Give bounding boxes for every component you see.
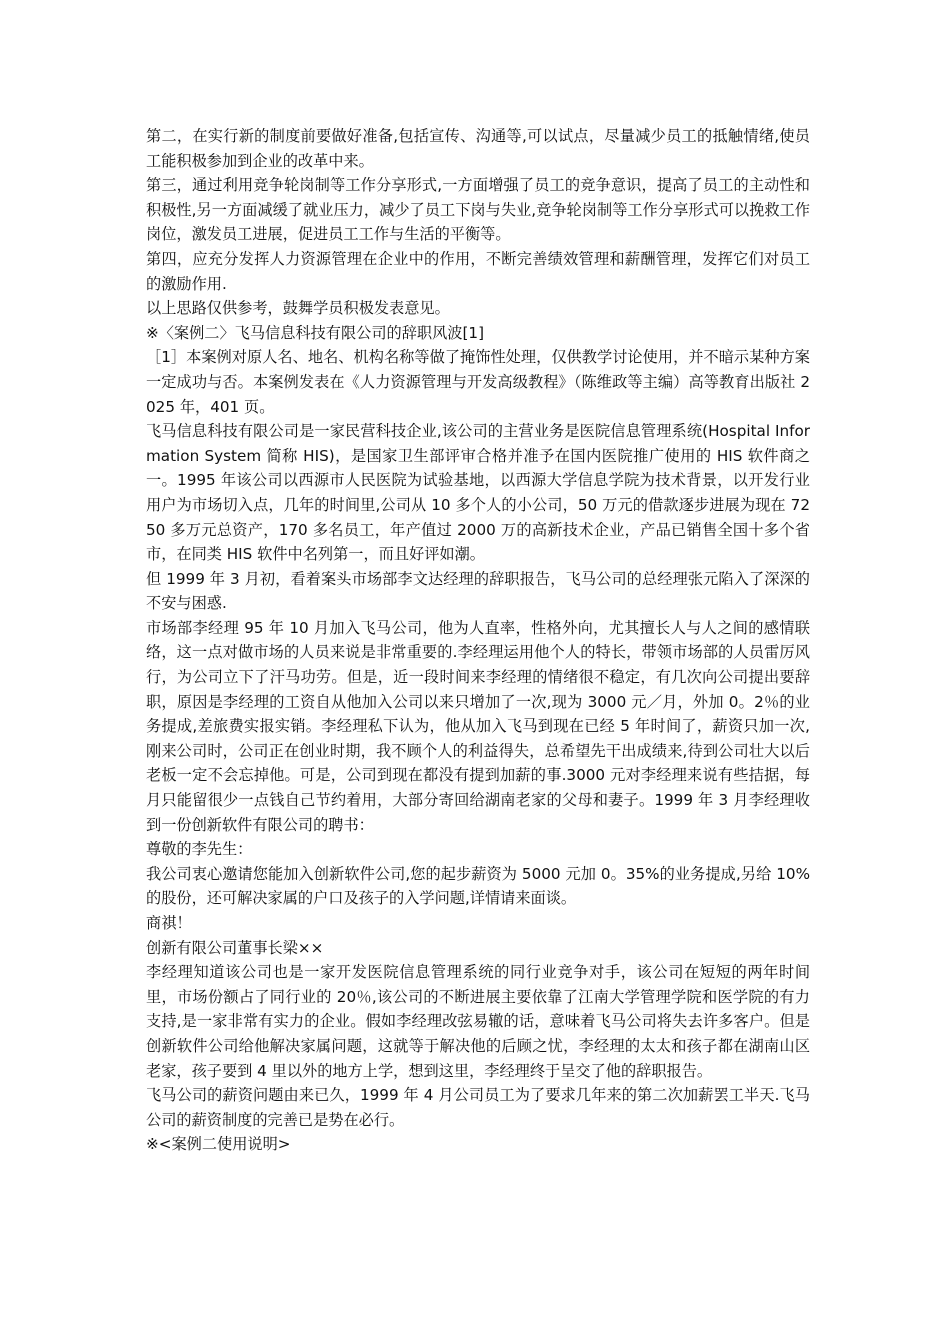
footnote-paragraph: ［1］本案例对原人名、地名、机构名称等做了掩饰性处理，仅供教学讨论使用，并不暗示某种方案一定成功与否。本案例发表在《人力资源管理与开发高级教程》（陈维政等主编）高等教育出版社 2025 年，401 页。	[146, 348, 810, 416]
paragraph-resignation-report: 但 1999 年 3 月初，看着案头市场部李文达经理的辞职报告，飞马公司的总经理张元陷入了深深的不安与困惑.	[146, 569, 810, 613]
paragraph-competitor: 李经理知道该公司也是一家开发医院信息管理系统的同行业竞争对手，该公司在短短的两年时间里，市场份额占了同行业的 20％,该公司的不断进展主要依靠了江南大学管理学院和医学院的有力支持,是一家非常有实力的企业。假如李经理改弦易辙的话，意味着飞马公司将失去许多客户。但是创新软件公司给他解决家属问题，这就等于解决他的后顾之忧，李经理的太太和孩子都在湖南山区老家，孩子要到 4 里以外的地方上学，想到这里，李经理终于呈交了他的辞职报告。	[146, 963, 810, 1080]
paragraph-third-point: 第三，通过利用竞争轮岗制等工作分享形式,一方面增强了员工的竞争意识，提高了员工的主动性和积极性,另一方面减缓了就业压力，减少了员工下岗与失业,竞争轮岗制等工作分享形式可以挽救工作岗位，激发员工进展，促进员工工作与生活的平衡等。	[146, 176, 810, 244]
letter-salutation: 尊敬的李先生：	[146, 840, 253, 859]
paragraph-company-intro: 飞马信息科技有限公司是一家民营科技企业,该公司的主营业务是医院信息管理系统(Hospital Information System 简称 HIS)，是国家卫生部评审合格并准予在国内医院推广使用的 HIS 软件商之一。1995 年该公司以西源市人民医院为试验基地，以西源大学信息学院为技术背景，以开发行业用户为市场切入点，几年的时间里,公司从 10 多个人的小公司，50 万元的借款逐步进展为现在 7250 多万元总资产，170 多名员工，年产值过 2000 万的高新技术企业，产品已销售全国十多个省市，在同类 HIS 软件中名列第一，而且好评如潮。	[146, 422, 810, 564]
paragraph-second-point: 第二，在实行新的制度前要做好准备,包括宣传、沟通等,可以试点，尽量减少员工的抵触情绪,使员工能积极参加到企业的改革中来。	[146, 127, 810, 170]
document-body	[146, 124, 810, 1157]
letter-body: 我公司衷心邀请您能加入创新软件公司,您的起步薪资为 5000 元加 0。35%的业务提成,另给 10%的股份，还可解决家属的户口及孩子的入学问题,详情请来面谈。	[146, 864, 810, 908]
letter-closing: 商祺！	[146, 914, 192, 932]
case-two-heading: ※〈案例二〉飞马信息科技有限公司的辞职风波[1]	[146, 323, 484, 342]
paragraph-salary-problem: 飞马公司的薪资问题由来已久，1999 年 4 月公司员工为了要求几年来的第二次加薪罢工半天.飞马公司的薪资制度的完善已是势在必行。	[146, 1086, 810, 1129]
paragraph-reference-note: 以上思路仅供参考，鼓舞学员积极发表意见。	[146, 299, 450, 318]
letter-signature: 创新有限公司董事长梁××	[146, 938, 324, 957]
paragraph-fourth-point: 第四，应充分发挥人力资源管理在企业中的作用，不断完善绩效管理和薪酬管理，发挥它们对员工的激励作用.	[146, 249, 810, 293]
paragraph-manager-background: 市场部李经理 95 年 10 月加入飞马公司，他为人直率，性格外向，尤其擅长人与人之间的感情联络，这一点对做市场的人员来说是非常重要的.李经理运用他个人的特长，带领市场部的人员雷厉风行，为公司立下了汗马功劳。但是，近一段时间来李经理的情绪很不稳定，有几次向公司提出要辞职，原因是李经理的工资自从他加入公司以来只增加了一次,现为 3000 元／月，外加 0。2％的业务提成,差旅费实报实销。李经理私下认为，他从加入飞马到现在已经 5 年时间了，薪资只加一次,刚来公司时，公司正在创业时期，我不顾个人的利益得失，总希望先干出成绩来,待到公司壮大以后老板一定不会忘掉他。可是，公司到现在都没有提到加薪的事.3000 元对李经理来说有些拮据，每月只能留很少一点钱自己节约着用，大部分寄回给湖南老家的父母和妻子。1999 年 3 月李经理收到一份创新软件有限公司的聘书：	[146, 618, 810, 834]
case-two-usage-heading: ※<案例二使用说明>	[146, 1135, 291, 1154]
